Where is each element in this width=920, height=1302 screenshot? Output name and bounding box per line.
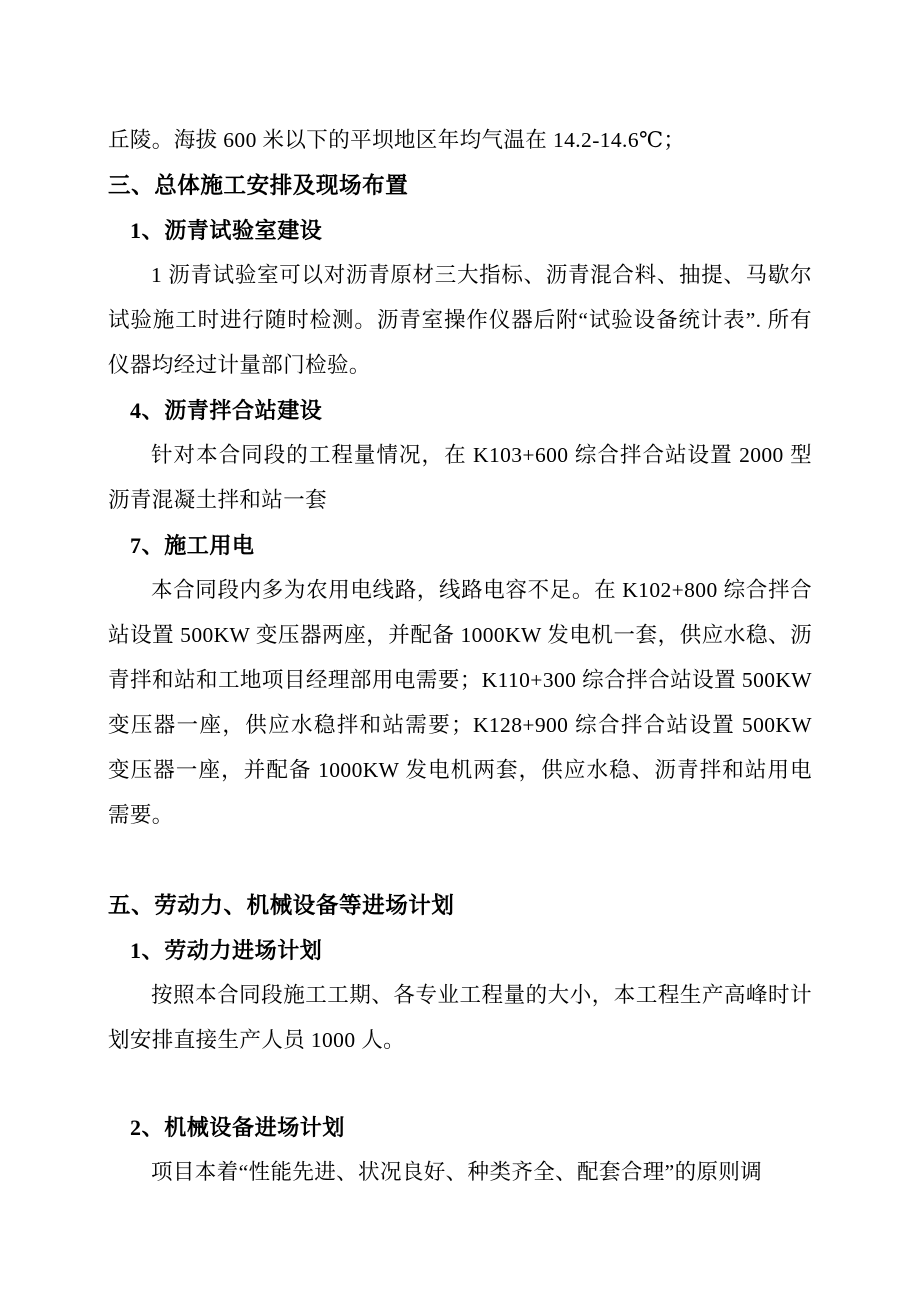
heading-construction-power: 7、施工用电 [130, 533, 255, 558]
heading-section-five: 五、劳动力、机械设备等进场计划 [108, 893, 455, 918]
heading-equipment-plan: 2、机械设备进场计划 [130, 1115, 346, 1140]
paragraph-construction-power: 本合同段内多为农用电线路，线路电容不足。在 K102+800 综合拌合站设置 500KW 变压器两座，并配备 1000KW 发电机一套，供应水稳、沥青拌和站和工地项目经理部用电需要；K110+300 综合拌合站设置 500KW 变压器一座，供应水稳拌和站需要；K128+900 综合拌合站设置 500KW 变压器一座，并配备 1000KW 发电机两套，供应水稳、沥青拌和站用电需要。 [108, 578, 812, 827]
spacer-block-two [108, 1063, 812, 1105]
heading-labor-plan: 1、劳动力进场计划 [130, 938, 323, 963]
document-body [108, 118, 812, 1195]
spacer-block-one [108, 838, 812, 883]
paragraph-climate: 丘陵。海拔 600 米以下的平坝地区年均气温在 14.2-14.6℃； [108, 128, 686, 152]
heading-asphalt-lab: 1、沥青试验室建设 [130, 218, 323, 243]
paragraph-labor-plan: 按照本合同段施工工期、各专业工程量的大小，本工程生产高峰时计划安排直接生产人员 1000 人。 [108, 983, 812, 1052]
heading-mixing-station: 4、沥青拌合站建设 [130, 398, 323, 423]
paragraph-asphalt-lab: 1 沥青试验室可以对沥青原材三大指标、沥青混合料、抽提、马歇尔试验施工时进行随时检测。沥青室操作仪器后附“试验设备统计表”. 所有仪器均经过计量部门检验。 [108, 263, 812, 377]
paragraph-mixing-station: 针对本合同段的工程量情况，在 K103+600 综合拌合站设置 2000 型沥青混凝土拌和站一套 [108, 443, 812, 512]
paragraph-equipment-plan: 项目本着“性能先进、状况良好、种类齐全、配套合理”的原则调 [151, 1160, 763, 1184]
heading-section-three: 三、总体施工安排及现场布置 [108, 173, 409, 198]
